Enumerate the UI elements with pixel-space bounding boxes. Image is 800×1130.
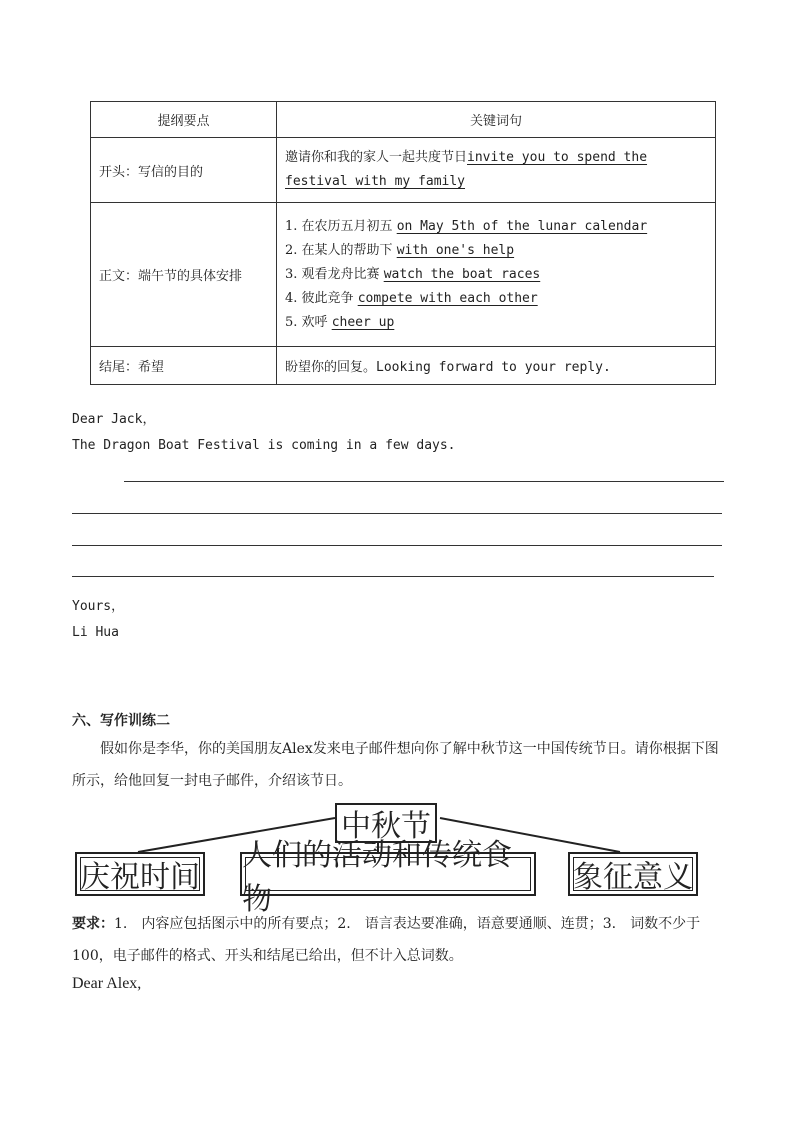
diagram-branch-label: 庆祝时间: [80, 860, 200, 895]
row-keywords: 盼望你的回复。Looking forward to your reply.: [277, 347, 716, 385]
writing-line: [72, 545, 722, 546]
requirements-label: 要求：: [72, 916, 114, 932]
list-item: [285, 311, 707, 335]
mind-map-diagram: [0, 800, 800, 917]
writing-line: [124, 481, 724, 482]
table-header-keywords: 关键词句: [277, 102, 716, 138]
item-cn: 1. 在农历五月初五: [285, 218, 393, 234]
diagram-branch-box: [240, 838, 536, 917]
table-header-point: 提纲要点: [91, 102, 277, 138]
item-cn: 4. 彼此竞争: [285, 290, 354, 306]
list-item: [285, 215, 707, 239]
table-row: [91, 347, 716, 385]
item-cn: 5. 欢呼: [285, 314, 328, 330]
keyword-en: festival with my family: [285, 174, 466, 189]
item-cn: 2. 在某人的帮助下: [285, 242, 393, 258]
item-en: compete with each other: [357, 290, 538, 306]
row-point: 开头：写信的目的: [91, 138, 277, 203]
item-en: watch the boat races: [383, 266, 541, 282]
letter-closing: Yours，: [72, 599, 125, 614]
writing-line: [72, 513, 722, 514]
outline-table: [90, 101, 716, 385]
list-item: [285, 263, 707, 287]
row-point: 结尾：希望: [91, 347, 277, 385]
letter2-greeting: Dear Alex,: [72, 975, 142, 992]
row-keywords: [277, 203, 716, 347]
item-en: on May 5th of the lunar calendar: [396, 218, 648, 234]
diagram-center-label: 中秋节: [341, 809, 431, 844]
letter-opening: The Dragon Boat Festival is coming in a few days.: [72, 438, 456, 453]
list-item: [285, 239, 707, 263]
writing-line: [72, 576, 714, 577]
requirements: [72, 908, 732, 972]
list-item: [285, 287, 707, 311]
item-en: with one's help: [396, 242, 515, 258]
letter-greeting: Dear Jack，: [72, 412, 156, 427]
keyword-en: invite you to spend the: [467, 150, 648, 165]
row-keywords: [277, 138, 716, 203]
requirements-text: 1. 内容应包括图示中的所有要点；2. 语言表达要准确，语意要通顺、连贯；3. 词数不少于100，电子邮件的格式、开头和结尾已给出，但不计入总词数。: [72, 916, 701, 964]
keyword-cn: 邀请你和我的家人一起共度节日: [285, 150, 468, 165]
diagram-branch-label: 象征意义: [573, 860, 693, 895]
diagram-branch-box: [568, 852, 698, 896]
diagram-branch-label: 人们的活动和传统食物: [242, 838, 512, 917]
row-point: 正文：端午节的具体安排: [91, 203, 277, 347]
item-cn: 3. 观看龙舟比赛: [285, 266, 380, 282]
item-en: cheer up: [331, 314, 395, 330]
section-prompt: 假如你是李华，你的美国朋友Alex发来电子邮件想向你了解中秋节这一中国传统节日。请你根据下图所示，给他回复一封电子邮件，介绍该节日。: [72, 741, 719, 789]
letter-signature: Li Hua: [72, 625, 119, 640]
table-row: [91, 138, 716, 203]
section-title: 六、写作训练二: [72, 713, 170, 729]
diagram-branch-box: [75, 852, 205, 896]
table-row: [91, 203, 716, 347]
